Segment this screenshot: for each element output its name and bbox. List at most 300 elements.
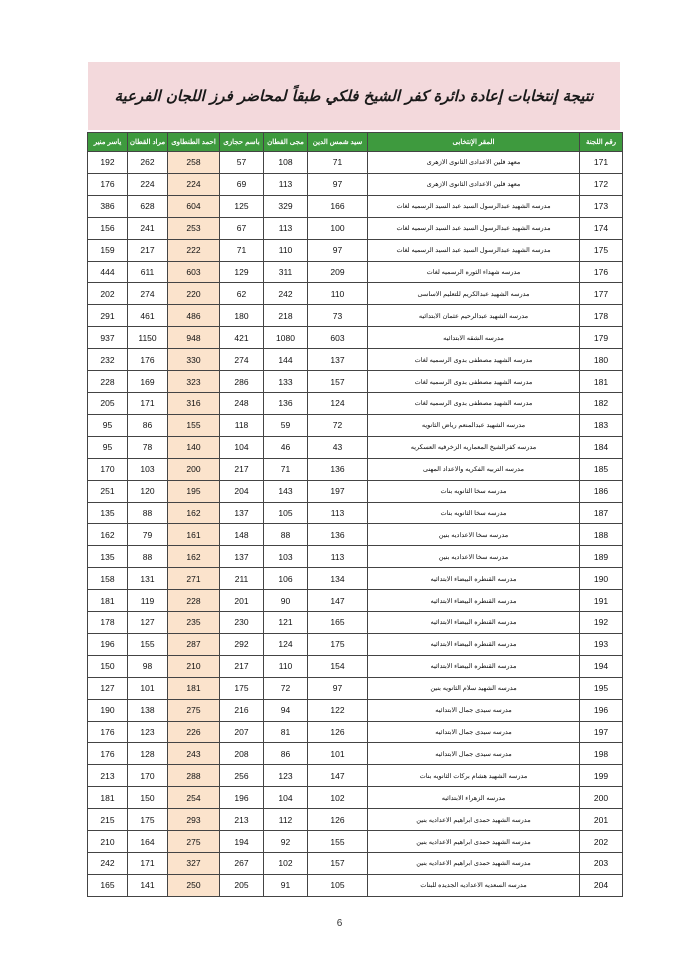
vote-count-cell: 110 [264,655,308,677]
committee-number-cell: 197 [580,721,623,743]
school-cell: مدرسه كفرالشيخ المعماريه الزخرفيه العسكريه [368,436,580,458]
vote-count-cell: 157 [308,371,368,393]
committee-number-cell: 199 [580,765,623,787]
school-cell: مدرسه القنطره البيضاء الابتدائيه [368,612,580,634]
vote-count-cell: 126 [308,721,368,743]
vote-count-cell: 88 [264,524,308,546]
table-body [88,152,623,897]
school-cell: مدرسه الزهراء الابتدائيه [368,787,580,809]
vote-count-cell: 611 [128,261,168,283]
vote-count-cell: 201 [220,590,264,612]
title-band [88,62,620,130]
vote-count-cell: 72 [308,414,368,436]
vote-count-cell: 147 [308,765,368,787]
table-row [88,699,623,721]
committee-number-cell: 200 [580,787,623,809]
vote-count-cell: 235 [168,612,220,634]
vote-count-cell: 228 [168,590,220,612]
vote-count-cell: 131 [128,568,168,590]
vote-count-cell: 192 [88,152,128,174]
vote-count-cell: 217 [220,655,264,677]
vote-count-cell: 103 [264,546,308,568]
committee-number-cell: 191 [580,590,623,612]
table-row [88,524,623,546]
committee-number-cell: 178 [580,305,623,327]
school-cell: مدرسه سخا الاعداديه بنين [368,546,580,568]
table-row [88,217,623,239]
vote-count-cell: 121 [264,612,308,634]
vote-count-cell: 207 [220,721,264,743]
vote-count-cell: 316 [168,392,220,414]
vote-count-cell: 288 [168,765,220,787]
vote-count-cell: 126 [308,809,368,831]
school-cell: مدرسه القنطره البيضاء الابتدائيه [368,590,580,612]
vote-count-cell: 104 [220,436,264,458]
vote-count-cell: 72 [264,677,308,699]
column-header: ياسر منير [88,133,128,152]
table-row [88,787,623,809]
vote-count-cell: 124 [308,392,368,414]
school-cell: معهد فلين الاعدادى الثانوى الازهرى [368,173,580,195]
vote-count-cell: 161 [168,524,220,546]
vote-count-cell: 134 [308,568,368,590]
committee-number-cell: 183 [580,414,623,436]
committee-number-cell: 202 [580,831,623,853]
table-row [88,239,623,261]
vote-count-cell: 242 [88,853,128,875]
vote-count-cell: 251 [88,480,128,502]
table-row [88,568,623,590]
vote-count-cell: 98 [128,655,168,677]
committee-number-cell: 181 [580,371,623,393]
vote-count-cell: 220 [168,283,220,305]
table-row [88,809,623,831]
vote-count-cell: 323 [168,371,220,393]
column-header: باسم حجازى [220,133,264,152]
table-header-row [88,133,623,152]
column-header: مجى القطان [264,133,308,152]
vote-count-cell: 101 [308,743,368,765]
table-row [88,765,623,787]
vote-count-cell: 213 [88,765,128,787]
table-row [88,612,623,634]
table-row [88,655,623,677]
vote-count-cell: 292 [220,633,264,655]
table-row [88,590,623,612]
vote-count-cell: 213 [220,809,264,831]
vote-count-cell: 224 [168,173,220,195]
vote-count-cell: 94 [264,699,308,721]
vote-count-cell: 176 [88,173,128,195]
vote-count-cell: 124 [264,633,308,655]
vote-count-cell: 112 [264,809,308,831]
committee-number-cell: 198 [580,743,623,765]
school-cell: مدرسه سيدى جمال الابتدائيه [368,743,580,765]
vote-count-cell: 202 [88,283,128,305]
vote-count-cell: 138 [128,699,168,721]
vote-count-cell: 104 [264,787,308,809]
committee-number-cell: 188 [580,524,623,546]
vote-count-cell: 271 [168,568,220,590]
vote-count-cell: 171 [128,392,168,414]
vote-count-cell: 176 [88,743,128,765]
committee-number-cell: 171 [580,152,623,174]
vote-count-cell: 170 [88,458,128,480]
vote-count-cell: 127 [88,677,128,699]
vote-count-cell: 180 [220,305,264,327]
vote-count-cell: 286 [220,371,264,393]
vote-count-cell: 91 [264,874,308,896]
table-row [88,743,623,765]
vote-count-cell: 226 [168,721,220,743]
table-row [88,283,623,305]
vote-count-cell: 62 [220,283,264,305]
school-cell: مدرسه الشهيد مصطفى بدوى الرسميه لغات [368,392,580,414]
table-row [88,392,623,414]
school-cell: مدرسه شهداء الثوره الرسميه لغات [368,261,580,283]
vote-count-cell: 136 [264,392,308,414]
vote-count-cell: 110 [264,239,308,261]
school-cell: مدرسه الشهيد حمدى ابراهيم الاعداديه بنين [368,853,580,875]
committee-number-cell: 190 [580,568,623,590]
committee-number-cell: 186 [580,480,623,502]
table-row [88,305,623,327]
committee-number-cell: 182 [580,392,623,414]
vote-count-cell: 67 [220,217,264,239]
school-cell: مدرسه الشقه الابتدائيه [368,327,580,349]
vote-count-cell: 243 [168,743,220,765]
vote-count-cell: 136 [308,524,368,546]
committee-number-cell: 204 [580,874,623,896]
vote-count-cell: 157 [308,853,368,875]
vote-count-cell: 197 [308,480,368,502]
committee-number-cell: 175 [580,239,623,261]
school-cell: مدرسه الشهيد عبدالرسول السيد عبد السيد الرسميه لغات [368,217,580,239]
vote-count-cell: 143 [264,480,308,502]
table-row [88,152,623,174]
vote-count-cell: 948 [168,327,220,349]
vote-count-cell: 604 [168,195,220,217]
vote-count-cell: 208 [220,743,264,765]
vote-count-cell: 97 [308,239,368,261]
vote-count-cell: 250 [168,874,220,896]
vote-count-cell: 181 [168,677,220,699]
vote-count-cell: 127 [128,612,168,634]
committee-number-cell: 184 [580,436,623,458]
vote-count-cell: 256 [220,765,264,787]
vote-count-cell: 232 [88,349,128,371]
committee-number-cell: 176 [580,261,623,283]
results-table [87,132,623,897]
vote-count-cell: 135 [88,502,128,524]
vote-count-cell: 155 [128,633,168,655]
vote-count-cell: 101 [128,677,168,699]
column-header: احمد الطنطاوى [168,133,220,152]
vote-count-cell: 253 [168,217,220,239]
vote-count-cell: 170 [128,765,168,787]
vote-count-cell: 110 [308,283,368,305]
vote-count-cell: 71 [264,458,308,480]
school-cell: مدرسه السعديه الاعداديه الجديده للبنات [368,874,580,896]
column-header: المقر الإنتخابى [368,133,580,152]
committee-number-cell: 194 [580,655,623,677]
committee-number-cell: 172 [580,173,623,195]
table-row [88,831,623,853]
vote-count-cell: 211 [220,568,264,590]
vote-count-cell: 86 [128,414,168,436]
vote-count-cell: 200 [168,458,220,480]
vote-count-cell: 291 [88,305,128,327]
vote-count-cell: 88 [128,502,168,524]
vote-count-cell: 228 [88,371,128,393]
vote-count-cell: 181 [88,787,128,809]
school-cell: مدرسه الشهيد حمدى ابراهيم الاعداديه بنين [368,809,580,831]
vote-count-cell: 136 [308,458,368,480]
committee-number-cell: 196 [580,699,623,721]
committee-number-cell: 189 [580,546,623,568]
vote-count-cell: 175 [220,677,264,699]
vote-count-cell: 210 [88,831,128,853]
vote-count-cell: 105 [308,874,368,896]
vote-count-cell: 603 [168,261,220,283]
vote-count-cell: 123 [128,721,168,743]
vote-count-cell: 147 [308,590,368,612]
vote-count-cell: 148 [220,524,264,546]
vote-count-cell: 150 [128,787,168,809]
table-row [88,721,623,743]
vote-count-cell: 95 [88,414,128,436]
vote-count-cell: 155 [168,414,220,436]
vote-count-cell: 102 [308,787,368,809]
vote-count-cell: 162 [168,546,220,568]
committee-number-cell: 185 [580,458,623,480]
school-cell: مدرسه الشهيد سلام الثانويه بنين [368,677,580,699]
vote-count-cell: 258 [168,152,220,174]
vote-count-cell: 1150 [128,327,168,349]
school-cell: مدرسه الشهيد عبدالرحيم عثمان الابتدائيه [368,305,580,327]
vote-count-cell: 275 [168,831,220,853]
school-cell: مدرسه سيدى جمال الابتدائيه [368,721,580,743]
vote-count-cell: 144 [264,349,308,371]
table-row [88,414,623,436]
vote-count-cell: 287 [168,633,220,655]
vote-count-cell: 137 [220,502,264,524]
vote-count-cell: 217 [220,458,264,480]
school-cell: مدرسه الشهيد حمدى ابراهيم الاعداديه بنين [368,831,580,853]
committee-number-cell: 174 [580,217,623,239]
vote-count-cell: 215 [88,809,128,831]
vote-count-cell: 108 [264,152,308,174]
vote-count-cell: 248 [220,392,264,414]
table-row [88,173,623,195]
vote-count-cell: 69 [220,173,264,195]
vote-count-cell: 113 [264,217,308,239]
page-title: نتيجة إنتخابات إعادة دائرة كفر الشيخ فلكي طبقاً لمحاضر فرز اللجان الفرعية [114,87,594,105]
school-cell: مدرسه القنطره البيضاء الابتدائيه [368,633,580,655]
page-number: 6 [336,918,343,929]
vote-count-cell: 603 [308,327,368,349]
vote-count-cell: 329 [264,195,308,217]
vote-count-cell: 178 [88,612,128,634]
vote-count-cell: 169 [128,371,168,393]
column-header: سيد شمس الدين [308,133,368,152]
committee-number-cell: 177 [580,283,623,305]
vote-count-cell: 216 [220,699,264,721]
vote-count-cell: 128 [128,743,168,765]
vote-count-cell: 205 [88,392,128,414]
vote-count-cell: 57 [220,152,264,174]
vote-count-cell: 165 [88,874,128,896]
vote-count-cell: 330 [168,349,220,371]
vote-count-cell: 135 [88,546,128,568]
vote-count-cell: 327 [168,853,220,875]
table-row [88,853,623,875]
vote-count-cell: 196 [220,787,264,809]
vote-count-cell: 154 [308,655,368,677]
school-cell: مدرسه التربيه الفكريه والاعداد المهنى [368,458,580,480]
committee-number-cell: 179 [580,327,623,349]
vote-count-cell: 275 [168,699,220,721]
vote-count-cell: 59 [264,414,308,436]
column-header: رقم اللجنة [580,133,623,152]
school-cell: مدرسه الشهيد مصطفى بدوى الرسميه لغات [368,371,580,393]
school-cell: مدرسه الشهيد هشام بركات الثانويه بنات [368,765,580,787]
vote-count-cell: 102 [264,853,308,875]
table-row [88,371,623,393]
vote-count-cell: 274 [128,283,168,305]
vote-count-cell: 230 [220,612,264,634]
school-cell: مدرسه سخا الثانويه بنات [368,480,580,502]
vote-count-cell: 119 [128,590,168,612]
vote-count-cell: 95 [88,436,128,458]
vote-count-cell: 129 [220,261,264,283]
school-cell: مدرسه الشهيد عبدالكريم للتعليم الاساسى [368,283,580,305]
vote-count-cell: 486 [168,305,220,327]
vote-count-cell: 254 [168,787,220,809]
table-row [88,480,623,502]
vote-count-cell: 162 [88,524,128,546]
vote-count-cell: 166 [308,195,368,217]
vote-count-cell: 175 [308,633,368,655]
vote-count-cell: 159 [88,239,128,261]
vote-count-cell: 123 [264,765,308,787]
school-cell: مدرسه سيدى جمال الابتدائيه [368,699,580,721]
committee-number-cell: 201 [580,809,623,831]
vote-count-cell: 274 [220,349,264,371]
table-row [88,349,623,371]
vote-count-cell: 43 [308,436,368,458]
vote-count-cell: 205 [220,874,264,896]
vote-count-cell: 86 [264,743,308,765]
school-cell: مدرسه القنطره البيضاء الابتدائيه [368,655,580,677]
vote-count-cell: 222 [168,239,220,261]
committee-number-cell: 192 [580,612,623,634]
vote-count-cell: 190 [88,699,128,721]
vote-count-cell: 113 [308,502,368,524]
table-row [88,677,623,699]
table-row [88,261,623,283]
school-cell: مدرسه القنطره البيضاء الابتدائيه [368,568,580,590]
table-row [88,195,623,217]
vote-count-cell: 73 [308,305,368,327]
committee-number-cell: 195 [580,677,623,699]
school-cell: مدرسه الشهيد عبدالمنعم رياض الثانويه [368,414,580,436]
vote-count-cell: 293 [168,809,220,831]
vote-count-cell: 164 [128,831,168,853]
school-cell: معهد فلين الاعدادى الثانوى الازهرى [368,152,580,174]
vote-count-cell: 267 [220,853,264,875]
vote-count-cell: 628 [128,195,168,217]
committee-number-cell: 203 [580,853,623,875]
vote-count-cell: 125 [220,195,264,217]
vote-count-cell: 113 [308,546,368,568]
vote-count-cell: 71 [308,152,368,174]
vote-count-cell: 194 [220,831,264,853]
vote-count-cell: 97 [308,173,368,195]
vote-count-cell: 176 [88,721,128,743]
committee-number-cell: 173 [580,195,623,217]
vote-count-cell: 181 [88,590,128,612]
vote-count-cell: 210 [168,655,220,677]
vote-count-cell: 71 [220,239,264,261]
vote-count-cell: 262 [128,152,168,174]
vote-count-cell: 444 [88,261,128,283]
vote-count-cell: 133 [264,371,308,393]
vote-count-cell: 241 [128,217,168,239]
vote-count-cell: 46 [264,436,308,458]
vote-count-cell: 88 [128,546,168,568]
vote-count-cell: 158 [88,568,128,590]
vote-count-cell: 175 [128,809,168,831]
vote-count-cell: 195 [168,480,220,502]
vote-count-cell: 217 [128,239,168,261]
vote-count-cell: 100 [308,217,368,239]
vote-count-cell: 79 [128,524,168,546]
vote-count-cell: 461 [128,305,168,327]
vote-count-cell: 937 [88,327,128,349]
table-row [88,502,623,524]
table-row [88,546,623,568]
vote-count-cell: 156 [88,217,128,239]
vote-count-cell: 81 [264,721,308,743]
vote-count-cell: 140 [168,436,220,458]
vote-count-cell: 118 [220,414,264,436]
vote-count-cell: 120 [128,480,168,502]
school-cell: مدرسه الشهيد عبدالرسول السيد عبد السيد الرسميه لغات [368,239,580,261]
column-header: مراد القطان [128,133,168,152]
vote-count-cell: 122 [308,699,368,721]
vote-count-cell: 242 [264,283,308,305]
vote-count-cell: 141 [128,874,168,896]
vote-count-cell: 106 [264,568,308,590]
committee-number-cell: 180 [580,349,623,371]
school-cell: مدرسه سخا الاعداديه بنين [368,524,580,546]
vote-count-cell: 162 [168,502,220,524]
vote-count-cell: 90 [264,590,308,612]
vote-count-cell: 224 [128,173,168,195]
table-row [88,327,623,349]
vote-count-cell: 113 [264,173,308,195]
table-row [88,436,623,458]
school-cell: مدرسه سخا الثانويه بنات [368,502,580,524]
school-cell: مدرسه الشهيد عبدالرسول السيد عبد السيد الرسميه لغات [368,195,580,217]
vote-count-cell: 311 [264,261,308,283]
table-row [88,874,623,896]
vote-count-cell: 171 [128,853,168,875]
committee-number-cell: 193 [580,633,623,655]
vote-count-cell: 204 [220,480,264,502]
vote-count-cell: 1080 [264,327,308,349]
